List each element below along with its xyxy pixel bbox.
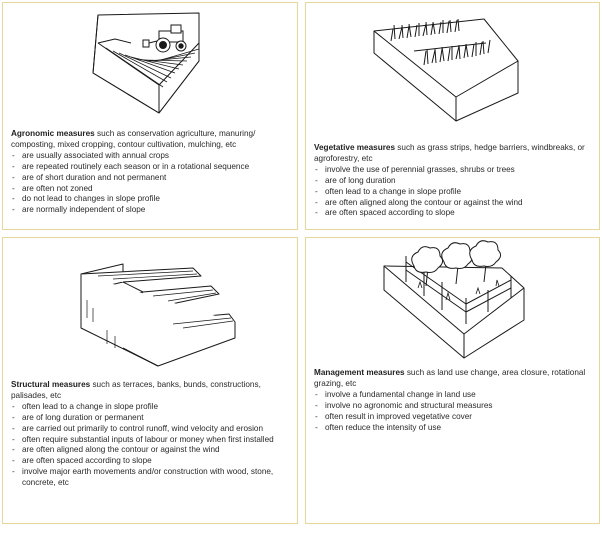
agronomic-measures-panel (2, 2, 298, 230)
agronomic-keyword: Agronomic measures (11, 129, 95, 138)
terraced-slope-illustration (3, 238, 297, 373)
list-item: - are usually associated with annual crops (11, 151, 293, 162)
list-item: - are of short duration and not permanent (11, 173, 293, 184)
list-item: - are normally independent of slope (11, 205, 293, 216)
agronomic-intro: such as conservation agriculture, manuring/ composting, mixed cropping, contour cultivation, mulching, etc (11, 129, 256, 149)
list-item: - are often not zoned (11, 184, 293, 195)
list-item: - are carried out primarily to control runoff, wind velocity and erosion (11, 424, 293, 435)
list-item: - are repeated routinely each season or in a rotational sequence (11, 162, 293, 173)
vegetative-keyword: Vegetative measures (314, 143, 396, 152)
structural-intro: such as terraces, banks, bunds, constructions, palisades, etc (11, 380, 261, 400)
management-bullet-list (314, 390, 595, 434)
list-item: - are of long duration (314, 176, 595, 187)
management-intro: such as land use change, area closure, rotational grazing, etc (314, 368, 586, 388)
vegetative-bullet-list (314, 165, 595, 220)
list-item: - involve major earth movements and/or construction with wood, stone, concrete, etc (11, 467, 293, 489)
vegetative-intro: such as grass strips, hedge barriers, windbreaks, or agroforestry, etc (314, 143, 585, 163)
grass-strip-slope-illustration (306, 3, 599, 138)
list-item: - often reduce the intensity of use (314, 423, 595, 434)
structural-measures-panel (2, 237, 298, 524)
structural-keyword: Structural measures (11, 380, 91, 389)
management-measures-panel (305, 237, 600, 524)
ploughed-slope-illustration (3, 3, 297, 123)
list-item: - often result in improved vegetative cover (314, 412, 595, 423)
list-item: - are often aligned along the contour or against the wind (11, 445, 293, 456)
structural-bullet-list (11, 402, 293, 489)
list-item: - involve the use of perennial grasses, shrubs or trees (314, 165, 595, 176)
list-item: - involve no agronomic and structural measures (314, 401, 595, 412)
management-description (314, 368, 595, 433)
list-item: - often require substantial inputs of labour or money when first installed (11, 435, 293, 446)
list-item: - are of long duration or permanent (11, 413, 293, 424)
list-item: - often lead to a change in slope profile (11, 402, 293, 413)
agronomic-description (11, 129, 293, 216)
list-item: - are often aligned along the contour or against the wind (314, 198, 595, 209)
structural-description (11, 380, 293, 489)
management-keyword: Management measures (314, 368, 405, 377)
list-item: - often lead to a change in slope profile (314, 187, 595, 198)
agronomic-bullet-list (11, 151, 293, 216)
vegetative-description (314, 143, 595, 219)
vegetative-measures-panel (305, 2, 600, 230)
list-item: - involve a fundamental change in land use (314, 390, 595, 401)
list-item: - are often spaced according to slope (11, 456, 293, 467)
fenced-trees-slope-illustration (306, 238, 599, 368)
list-item: - are often spaced according to slope (314, 208, 595, 219)
list-item: - do not lead to changes in slope profile (11, 194, 293, 205)
